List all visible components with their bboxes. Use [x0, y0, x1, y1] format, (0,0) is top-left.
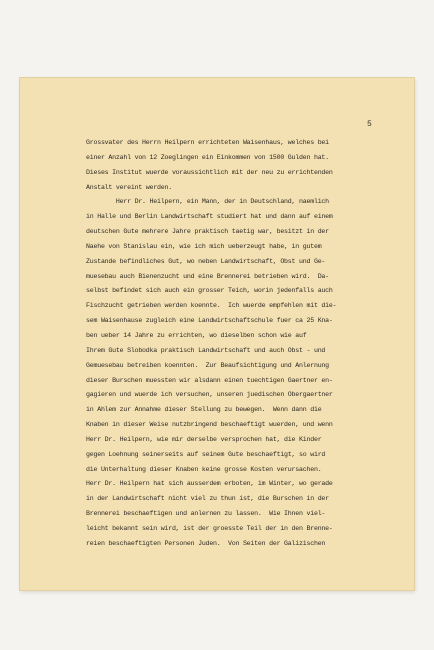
text-line: leicht bekannt sein wird, ist der groesste Teil der in den Brenne- [86, 524, 333, 532]
text-line: selbst befindet sich auch ein grosser Teich, worin jedenfalls auch [86, 287, 333, 295]
text-line: Dieses Institut wuerde voraussichtlich mit der neu zu errichtenden [86, 168, 333, 176]
text-line: Grossvater des Herrn Heilpern errichteten Waisenhaus, welches bei [86, 139, 329, 146]
text-line: gegen Loehnung seinerseits auf seinem Gute beschaeftigt, so wird [86, 450, 326, 458]
text-line: Knaben in dieser Weise nutzbringend beschaeftigt wuerden, und wenn [86, 421, 333, 429]
text-line: Herr Dr. Heilpern hat sich ausserdem erboten, im Winter, wo gerade [86, 480, 333, 488]
text-line: reien beschaeftigten Personen Juden. Von Seiten der Galizischen [86, 539, 326, 547]
text-line: deutschen Gute mehrere Jahre praktisch taetig war, besitzt in der [86, 228, 329, 236]
text-line: Fischzucht getrieben werden koennte. Ich wuerde empfehlen mit die- [86, 302, 337, 310]
letter-body [86, 136, 386, 552]
text-line: gagieren und wuerde ich versuchen, unseren juedischen Obergaertner [86, 391, 333, 399]
text-line: Herr Dr. Heilpern, ein Mann, der in Deutschland, naemlich [86, 198, 329, 206]
text-line: Gemuesebau betreiben koennten. Zur Beaufsichtigung und Anlernung [86, 361, 329, 369]
text-line: Herr Dr. Heilpern, wie mir derselbe versprochen hat, die Kinder [86, 435, 322, 443]
text-line: sem Waisenhause zugleich eine Landwirtschaftschule fuer ca 25 Kna- [86, 317, 333, 325]
text-line: dieser Burschen muessten wir alsdann einen tuechtigen Gaertner en- [86, 376, 333, 384]
text-line: in Halle und Berlin Landwirtschaft studiert hat und dann auf einem [86, 213, 333, 221]
text-line: einer Anzahl von 12 Zoeglingen ein Einkommen von 1500 Gulden hat. [86, 153, 329, 161]
text-line: Ihrem Gute Slobodka praktisch Landwirtschaft und auch Obst - und [86, 346, 326, 354]
page-number: 5 [367, 120, 372, 129]
text-line: Anstalt vereint werden. [86, 183, 172, 191]
text-line: die Unterhaltung dieser Knaben keine grosse Kosten verursachen. [86, 465, 322, 473]
text-line: Naehe von Stanislau ein, wie ich mich ueberzeugt habe, in gutem [86, 242, 322, 250]
text-line: Brennerei beschaeftigen und anlernen zu lassen. Wie Ihnen viel- [86, 510, 326, 518]
text-line: muesebau auch Bienenzucht und eine Brennerei betrieben wird. Da- [86, 272, 329, 280]
text-line: Zustande befindliches Gut, wo neben Landwirtschaft, Obst und Ge- [86, 257, 326, 265]
text-line: ben ueber 14 Jahre zu errichten, wo dieselben schon wie auf [86, 331, 307, 339]
text-line: in der Landwirtschaft nicht viel zu thun ist, die Burschen in der [86, 495, 329, 503]
text-line: in Ahlem zur Annahme dieser Stellung zu bewegen. Wenn dann die [86, 406, 322, 414]
